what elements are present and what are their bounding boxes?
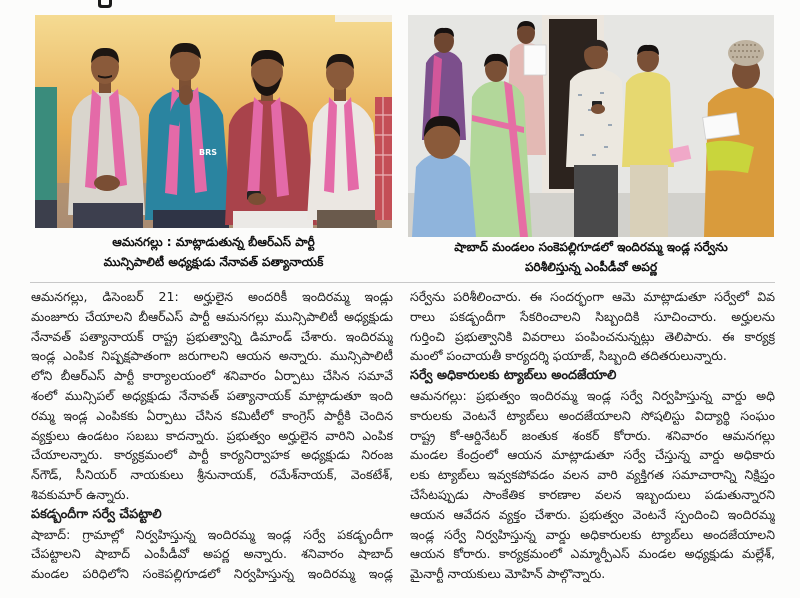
- article-column-right: [410, 287, 775, 584]
- article-line: శివకుమార్ ఉన్నారు.: [31, 486, 130, 502]
- article-line: న్‌గౌడ్, సీనియర్ నాయకులు శ్రీనునాయక్, రమేశ్‌నాయక్, వెంకటేశ్,: [31, 467, 393, 483]
- article-line: గుర్తించి ప్రభుత్వానికి వివరాలు పంపించనున్నట్లు తెలిపారు. ఈ కార్యక్ర: [410, 328, 775, 344]
- photo-caption-right: [408, 238, 774, 277]
- article-line: శంలో మున్సిపల్ అధ్యక్షుడు నేనావత్ పత్యానాయక్ మాట్లాడుతూ ఇంది: [31, 387, 393, 403]
- article-line: చేసేటప్పుడు సాంకేతిక కారణాల వలన ఇబ్బందులు పడుతున్నారని: [410, 486, 775, 502]
- person-partial-right: [375, 97, 392, 220]
- article-line: ఆమనగల్లు, డిసెంబర్ 21: అర్హులైన అందరికీ ఇందిరమ్మ ఇండ్లు: [31, 289, 393, 304]
- article-line: ఆయన కోరారు. కార్యక్రమంలో ఎమ్మార్పీఎస్ మండల అధ్యక్షుడు మల్లేశ్,: [410, 546, 775, 562]
- article-line: కారులకు వెంటనే ట్యాబ్‌లు అందజేయాలని సోషలిస్టు విద్యార్థి సంఘం: [410, 407, 775, 423]
- article-line: మండల పరిధిలోని సంకెపల్లిగూడలో నిర్వహిస్తున్న ఇందిరమ్మ ఇండ్ల: [31, 566, 393, 582]
- article-line: ఇండ్ల ఎంపిక నిష్పక్షపాతంగా జరుగాలని ఆయన అన్నారు. మున్సిపాలిటీ: [31, 348, 393, 364]
- article-line: ఆమనగల్లు: ప్రభుత్వం ఇందిరమ్మ ఇండ్ల సర్వే నిర్వహిస్తున్న వార్డు అధి: [410, 387, 775, 403]
- photo-caption-left: [35, 233, 392, 272]
- article-line: షాబాద్: గ్రామాల్లో నిర్వహిస్తున్న ఇందిరమ్మ ఇండ్ల సర్వే పకడ్బందీగా: [31, 526, 393, 542]
- caption-line: ఆమనగల్లు : మాట్లాడుతున్న బీఆర్ఎస్ పార్టీ: [112, 235, 315, 249]
- article-line: మైనార్టీ నాయకులు మోహిన్ పాల్గొన్నారు.: [410, 566, 606, 582]
- article-line: మంలో పంచాయతీ కార్యదర్శి ఫయాజ్, సిబ్బంది తదితరులున్నారు.: [410, 348, 727, 364]
- caption-line: పరిశీలిస్తున్న ఎంపీడీవో అపర్ణ: [524, 259, 658, 274]
- article-line: సర్వేను పరిశీలించారు. ఈ సందర్భంగా ఆమె మాట్లాడుతూ సర్వేలో వివ: [410, 289, 775, 304]
- caption-line: షాబాద్ మండలం సంకెపల్లిగూడలో ఇందిరమ్మ ఇండ్ల సర్వేను: [454, 240, 728, 254]
- wall-sign: [335, 15, 392, 22]
- article-line: లోని బీఆర్ఎస్ పార్టీ కార్యాలయంలో శనివారం ఏర్పాటు చేసిన సమావే: [31, 368, 393, 384]
- person-partial-left: [35, 87, 57, 228]
- article-line: నేనావత్ పత్యానాయక్ రాష్ట్ర ప్రభుత్వాన్ని డిమాండ్ చేశారు. ఇందిరమ్మ: [31, 328, 393, 344]
- article-line: ఆయన ఆవేదన వ్యక్తం చేశారు. ప్రభుత్వం వెంటనే స్పందించి ఇందిరమ్మ: [410, 506, 775, 522]
- caption-line: మున్సిపాలిటీ అధ్యక్షుడు నేనావత్ పత్యానాయక్: [103, 254, 324, 269]
- scarf-lettering: BRS: [199, 148, 218, 157]
- article-line: చేయాలన్నారు. కార్యక్రమంలో పార్టీ కార్యనిర్వాహక అధ్యక్షుడు నిరంజ: [31, 447, 393, 463]
- article-line: వ్యక్తులు ఉండటం సబబు కాదన్నారు. ప్రభుత్వం అర్హులైన వారిని ఎంపిక: [31, 427, 393, 443]
- photo-survey-inspection: [408, 15, 774, 237]
- article-line: మండల కేంద్రంలో ఆయన మాట్లాడుతూ సర్వే చేస్తున్న వార్డు అధికారు: [410, 447, 775, 463]
- article-line: లకు ట్యాబ్‌లు ఇవ్వకపోవడం వలన వారి వ్యక్తిగత సమాచారాన్ని నిక్షిప్తం: [410, 467, 775, 483]
- clipped-headline-fragment: [96, 0, 114, 9]
- article-line: రాష్ట్ర కో-ఆర్డినేటర్ జంతుక శంకర్ కోరారు. శనివారం ఆమనగల్లు: [410, 427, 775, 443]
- article-line: ఇండ్ల సర్వే నిర్వహిస్తున్న వార్డు అధికారులకు ట్యాబ్‌లు అందజేయాలని: [410, 526, 775, 542]
- section-divider: [30, 282, 775, 283]
- article-subheading: పకడ్బందీగా సర్వే చేపట్టాలి: [31, 506, 162, 522]
- article-column-left: [31, 287, 393, 584]
- article-line: రాలు పకడ్బందీగా సేకరించాలని సిబ్బందికి సూచించారు. అర్హులను: [410, 308, 775, 324]
- article-subheading: సర్వే అధికారులకు ట్యాబ్‌లు అందజేయాలి: [410, 368, 617, 384]
- photo-brs-leaders: [35, 15, 392, 228]
- article-line: మంజూరు చేయాలని బీఆర్ఎస్ పార్టీ ఆమనగల్లు మున్సిపాలిటీ అధ్యక్షుడు: [31, 308, 393, 324]
- article-line: రమ్మ ఇండ్ల ఎంపికకు ఏర్పాటు చేసిన కమిటీలో కాంగ్రెస్ పార్టీకి చెందిన: [31, 407, 393, 423]
- article-line: చేపట్టాలని షాబాద్ ఎంపీడీవో అపర్ణ అన్నారు. శనివారం షాబాద్: [31, 546, 393, 562]
